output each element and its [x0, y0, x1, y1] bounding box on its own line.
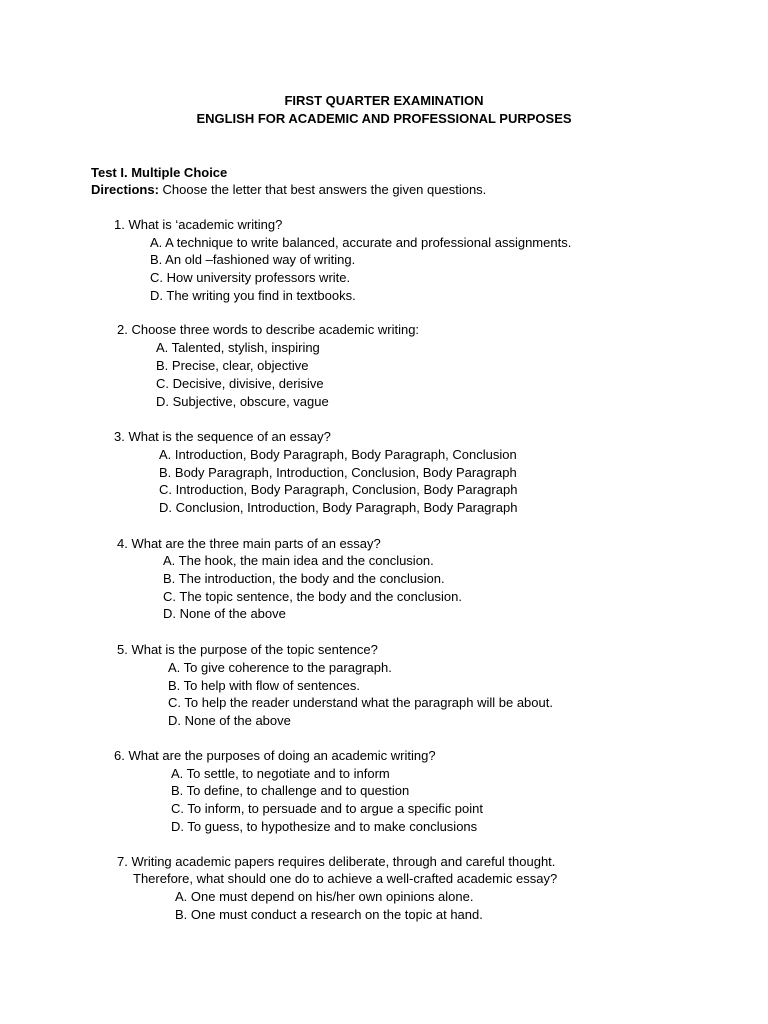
directions [91, 181, 486, 198]
q6-choice-c: C. To inform, to persuade and to argue a specific point [171, 801, 483, 816]
question-6: 6. What are the purposes of doing an academic writing? [114, 748, 436, 763]
question-5: 5. What is the purpose of the topic sentence? [117, 642, 378, 657]
q3-choice-b: B. Body Paragraph, Introduction, Conclusion, Body Paragraph [159, 465, 517, 480]
q2-choice-b: B. Precise, clear, objective [156, 358, 309, 373]
q2-choice-a: A. Talented, stylish, inspiring [156, 340, 320, 355]
exam-title: FIRST QUARTER EXAMINATION [284, 93, 484, 108]
q3-choice-a: A. Introduction, Body Paragraph, Body Paragraph, Conclusion [159, 447, 517, 462]
question-2: 2. Choose three words to describe academic writing: [117, 322, 420, 337]
question-7: 7. Writing academic papers requires deliberate, through and careful thought. [117, 854, 556, 869]
directions-text: Choose the letter that best answers the given questions. [162, 182, 487, 197]
test-label: Test I. Multiple Choice [91, 165, 228, 180]
q1-choice-b: B. An old –fashioned way of writing. [150, 252, 356, 267]
q5-choice-b: B. To help with flow of sentences. [168, 678, 360, 693]
q7-choice-b: B. One must conduct a research on the topic at hand. [175, 907, 483, 922]
q4-choice-a: A. The hook, the main idea and the conclusion. [163, 553, 434, 568]
q4-choice-d: D. None of the above [163, 606, 286, 621]
question-4: 4. What are the three main parts of an essay? [117, 536, 381, 551]
question-1: 1. What is ‘academic writing? [114, 217, 283, 232]
q2-choice-c: C. Decisive, divisive, derisive [156, 376, 324, 391]
q5-choice-a: A. To give coherence to the paragraph. [168, 660, 392, 675]
q1-choice-d: D. The writing you find in textbooks. [150, 288, 356, 303]
directions-label: Directions: [91, 182, 159, 197]
q6-choice-d: D. To guess, to hypothesize and to make conclusions [171, 819, 478, 834]
q6-choice-a: A. To settle, to negotiate and to inform [171, 766, 390, 781]
q1-choice-a: A. A technique to write balanced, accurate and professional assignments. [150, 235, 572, 250]
q5-choice-d: D. None of the above [168, 713, 291, 728]
q6-choice-b: B. To define, to challenge and to question [171, 783, 410, 798]
exam-subject: ENGLISH FOR ACADEMIC AND PROFESSIONAL PURPOSES [196, 111, 572, 126]
q4-choice-c: C. The topic sentence, the body and the conclusion. [163, 589, 462, 604]
q7-choice-a: A. One must depend on his/her own opinions alone. [175, 889, 474, 904]
question-3: 3. What is the sequence of an essay? [114, 429, 331, 444]
q3-choice-c: C. Introduction, Body Paragraph, Conclusion, Body Paragraph [159, 482, 518, 497]
q4-choice-b: B. The introduction, the body and the conclusion. [163, 571, 445, 586]
question-7-line-2: Therefore, what should one do to achieve a well-crafted academic essay? [133, 871, 558, 886]
q3-choice-d: D. Conclusion, Introduction, Body Paragraph, Body Paragraph [159, 500, 518, 515]
q5-choice-c: C. To help the reader understand what the paragraph will be about. [168, 695, 553, 710]
q1-choice-c: C. How university professors write. [150, 270, 351, 285]
q2-choice-d: D. Subjective, obscure, vague [156, 394, 329, 409]
